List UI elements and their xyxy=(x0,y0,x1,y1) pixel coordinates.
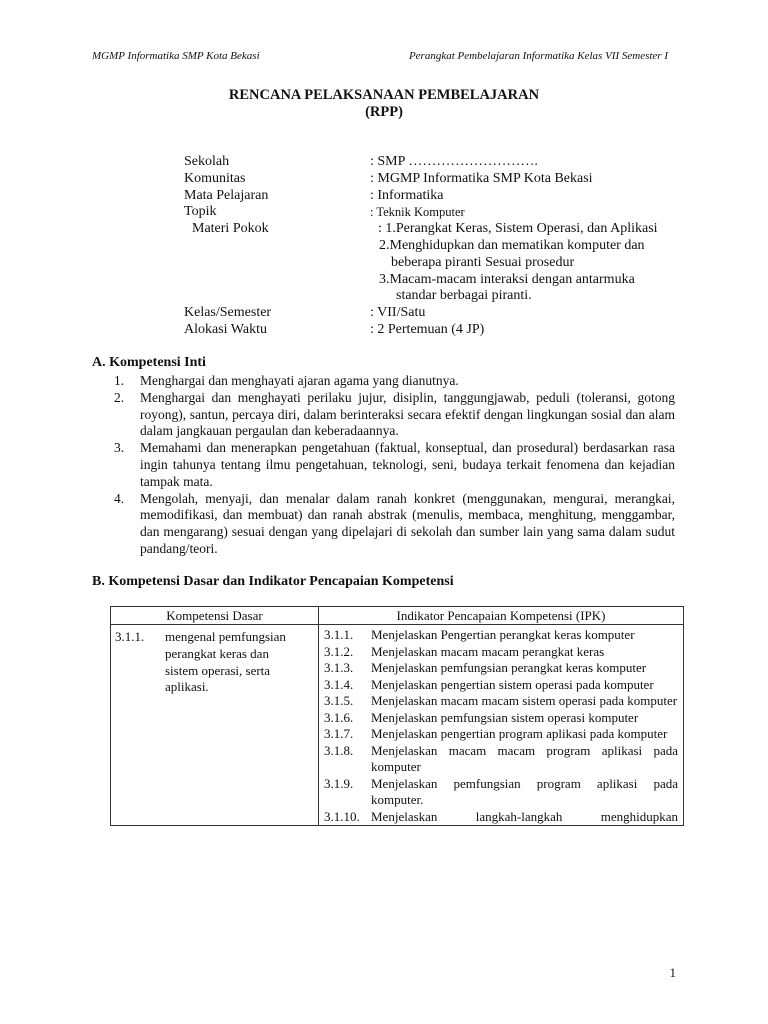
list-item xyxy=(114,390,675,440)
ipk-number: 3.1.4. xyxy=(324,676,354,692)
list-item-text: Memahami dan menerapkan pengetahuan (faktual, konseptual, dan prosedural) berdasarkan rasa ingin tahunya tentang ilmu pengetahuan, teknologi, seni, budaya terkait fenomena dan kejadian tampak mata. xyxy=(140,440,675,489)
ipk-text: Menjelaskan macam macam sistem operasi pada komputer xyxy=(371,693,678,708)
ipk-number: 3.1.1. xyxy=(324,627,354,642)
identity-row-sekolah xyxy=(184,154,658,171)
identity-value: 2.Menghidupkan dan mematikan komputer dan xyxy=(379,237,645,253)
ipk-number: 3.1.8. xyxy=(324,742,354,758)
identity-label: Mata Pelajaran xyxy=(184,187,269,203)
ipk-item xyxy=(324,627,678,644)
ipk-text: Menjelaskan macam macam program aplikasi pada komputer xyxy=(371,742,678,774)
ipk-number: 3.1.3. xyxy=(324,660,354,675)
ipk-text: Menjelaskan langkah-langkah menghidupkan xyxy=(371,808,678,824)
kompetensi-inti-list xyxy=(114,373,675,558)
list-item-number: 4. xyxy=(114,490,125,506)
document-subtitle: (RPP) xyxy=(365,104,403,120)
section-b-heading: B. Kompetensi Dasar dan Indikator Pencapaian Kompetensi xyxy=(92,574,454,589)
ipk-item xyxy=(324,776,678,809)
table-row xyxy=(111,625,684,826)
identity-value: : VII/Satu xyxy=(370,305,426,321)
ipk-text: Menjelaskan pemfungsian program aplikasi pada komputer. xyxy=(371,775,678,807)
identity-label: Kelas/Semester xyxy=(184,305,272,321)
ipk-number: 3.1.9. xyxy=(324,775,354,791)
ipk-number: 3.1.6. xyxy=(324,709,354,725)
identity-row-materi-3b xyxy=(184,288,658,305)
kd-number: 3.1.1. xyxy=(115,629,145,644)
kd-cell xyxy=(111,625,319,826)
kd-entry xyxy=(112,626,317,696)
identity-row-materi-3a xyxy=(184,272,658,289)
ipk-number: 3.1.2. xyxy=(324,643,354,659)
identity-spacer xyxy=(184,288,370,305)
header-left: MGMP Informatika SMP Kota Bekasi xyxy=(92,50,260,62)
identity-row-topik xyxy=(184,204,658,221)
page-number: 1 xyxy=(669,965,676,980)
ipk-text: Menjelaskan macam macam perangkat keras xyxy=(371,643,605,659)
identity-row-materi-2b xyxy=(184,255,658,272)
ipk-item xyxy=(324,660,678,677)
list-item-number: 1. xyxy=(114,373,125,388)
header-right: Perangkat Pembelajaran Informatika Kelas VII Semester I xyxy=(408,50,668,62)
identity-value: : Informatika xyxy=(370,187,444,203)
list-item-text: Mengolah, menyaji, dan menalar dalam ranah konkret (menggunakan, mengurai, merangkai, memodifikasi, dan membuat) dan ranah abstrak (menulis, membaca, menghitung, menggambar, dan mengarang) sesuai dengan yang dipelajari di sekolah dan sumber lain yang sama dalam sudut pandang/teori. xyxy=(140,490,675,556)
list-item-number: 3. xyxy=(114,440,125,456)
identity-spacer xyxy=(184,272,370,289)
identity-value: : 1.Perangkat Keras, Sistem Operasi, dan Aplikasi xyxy=(378,221,658,237)
ipk-text: Menjelaskan pemfungsian sistem operasi komputer xyxy=(371,709,639,725)
list-item-number: 2. xyxy=(114,389,125,405)
list-item-text: Menghargai dan menghayati perilaku jujur, disiplin, tanggungjawab, peduli (toleransi, gotong royong), santun, percaya diri, dalam berinteraksi secara efektif dengan lingkungan sosial dan alam dalam jangkauan pergaulan dan keberadaannya. xyxy=(140,389,675,439)
table-header-row xyxy=(111,607,684,625)
ipk-number: 3.1.5. xyxy=(324,693,354,708)
ipk-text: Menjelaskan Pengertian perangkat keras komputer xyxy=(371,627,635,642)
ipk-item xyxy=(324,677,678,694)
identity-spacer xyxy=(184,255,370,272)
kd-text: mengenal pemfungsian perangkat keras dan sistem operasi, serta aplikasi. xyxy=(165,629,286,695)
ipk-text: Menjelaskan pengertian program aplikasi pada komputer xyxy=(371,726,668,741)
ipk-number: 3.1.7. xyxy=(324,726,354,741)
identity-label: Komunitas xyxy=(184,170,246,186)
table-header-kd: Kompetensi Dasar xyxy=(111,607,319,625)
ipk-item xyxy=(324,693,678,710)
ipk-item xyxy=(324,743,678,776)
identity-value: : MGMP Informatika SMP Kota Bekasi xyxy=(370,170,593,186)
identity-value: : SMP ………………………. xyxy=(370,154,538,169)
ipk-item xyxy=(324,710,678,727)
identity-spacer xyxy=(184,238,370,255)
identity-label: Sekolah xyxy=(184,154,230,169)
identity-row-mapel xyxy=(184,188,658,205)
identity-row-kelas xyxy=(184,305,658,322)
identity-row-alokasi xyxy=(184,322,658,339)
identity-block xyxy=(184,154,658,339)
document-title: RENCANA PELAKSANAAN PEMBELAJARAN xyxy=(228,87,540,103)
identity-row-komunitas xyxy=(184,171,658,188)
ipk-cell xyxy=(319,625,684,826)
ipk-item xyxy=(324,644,678,661)
table-header-ipk: Indikator Pencapaian Kompetensi (IPK) xyxy=(319,607,684,625)
ipk-item xyxy=(324,726,678,743)
list-item xyxy=(114,491,675,558)
identity-value: beberapa piranti Sesuai prosedur xyxy=(391,254,575,270)
identity-value: : Teknik Komputer xyxy=(370,205,465,220)
list-item-text: Menghargai dan menghayati ajaran agama yang dianutnya. xyxy=(140,373,459,388)
list-item xyxy=(114,440,675,490)
ipk-number: 3.1.10. xyxy=(324,808,360,824)
section-a-heading: A. Kompetensi Inti xyxy=(92,355,206,370)
ipk-text: Menjelaskan pengertian sistem operasi pada komputer xyxy=(371,676,654,692)
identity-row-materi-2a xyxy=(184,238,658,255)
identity-row-materi xyxy=(184,221,658,238)
identity-value: 3.Macam-macam interaksi dengan antarmuka xyxy=(379,271,635,287)
identity-value: : 2 Pertemuan (4 JP) xyxy=(370,321,485,337)
identity-label: Alokasi Waktu xyxy=(184,321,267,337)
kd-ipk-table xyxy=(110,606,684,826)
identity-value: standar berbagai piranti. xyxy=(396,288,532,304)
identity-label: Topik xyxy=(184,204,217,220)
identity-label: Materi Pokok xyxy=(192,221,269,237)
list-item xyxy=(114,373,675,390)
ipk-item xyxy=(324,809,678,826)
ipk-text: Menjelaskan pemfungsian perangkat keras komputer xyxy=(371,660,647,675)
